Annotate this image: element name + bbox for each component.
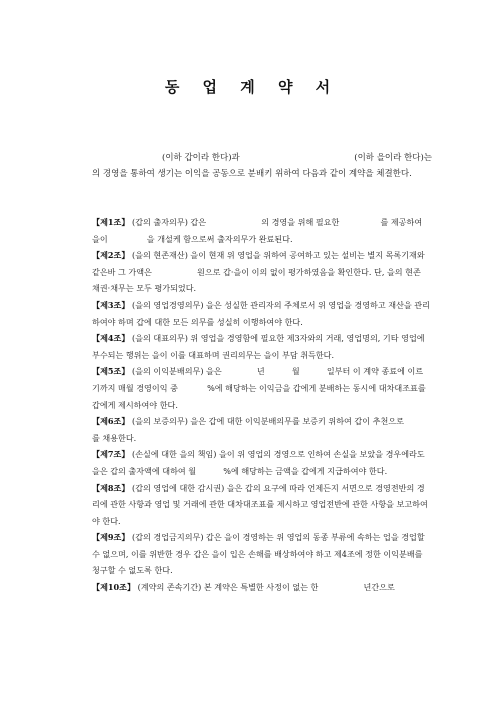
article-6 bbox=[92, 413, 430, 446]
article-text: %에 해당하는 이익금을 갑에게 분배하는 동시에 대차대조표를 갑에게 제시하여야 한다. bbox=[92, 382, 426, 410]
article-number: 【제9조】 bbox=[92, 532, 130, 543]
article-number: 【제7조】 bbox=[92, 449, 130, 460]
article-text: (손실에 대한 을의 책임) 을이 위 영업의 경영으로 인하여 손실을 보았을 경우에라도 을은 갑의 출자액에 대하여 월 bbox=[92, 449, 425, 476]
article-text: (갑의 영업에 대한 감시권) 을은 갑의 요구에 따라 언제든지 서면으로 경영전반의 경리에 관한 사항과 영업 및 거래에 관한 대차대조표를 제시하고 영업전반에 관한 사항을 보고하여야 한다. bbox=[92, 482, 428, 526]
article-text: (을의 현존재산) 을이 현재 위 영업을 위하여 공여하고 있는 설비는 별지 목록기재와 같은바 그 가액은 bbox=[92, 250, 425, 277]
article-8 bbox=[92, 480, 430, 530]
article-number: 【제3조】 bbox=[92, 299, 130, 310]
intro-party-b: (이하 을이라 한다)는 bbox=[354, 153, 432, 163]
article-text: 를 채용한다. bbox=[92, 432, 137, 443]
article-text: 를 제공하여 을이 bbox=[92, 217, 423, 244]
article-number: 【제2조】 bbox=[92, 250, 130, 261]
article-number: 【제10조】 bbox=[92, 582, 136, 593]
intro-purpose: 의 경영을 통하여 생기는 이익을 공동으로 분배키 위하여 다음과 같이 계약을 체결한다. bbox=[92, 169, 412, 179]
article-3 bbox=[92, 297, 430, 330]
article-text: 년 bbox=[256, 366, 265, 377]
article-2 bbox=[92, 247, 430, 297]
article-text: 월 bbox=[291, 366, 300, 377]
article-1 bbox=[92, 214, 430, 247]
article-number: 【제5조】 bbox=[92, 366, 130, 377]
document-title: 동 업 계 약 서 bbox=[164, 78, 340, 96]
article-5 bbox=[92, 363, 430, 413]
article-number: 【제6조】 bbox=[92, 416, 130, 427]
article-7 bbox=[92, 446, 430, 479]
article-4 bbox=[92, 330, 430, 363]
article-number: 【제1조】 bbox=[92, 217, 130, 227]
article-text: (갑의 출자의무) 갑은 bbox=[132, 217, 207, 227]
article-text: 일부터 이 계약 종료에 이르기까지 매월 경영이익 중 bbox=[92, 366, 424, 393]
article-number: 【제8조】 bbox=[92, 482, 130, 493]
article-text: 을 개설케 함으로써 출자의무가 완료된다. bbox=[146, 233, 293, 244]
article-text: (을의 이익분배의무) 을은 bbox=[132, 366, 222, 377]
article-list bbox=[92, 214, 430, 596]
intro-parties-line bbox=[92, 150, 432, 166]
intro-party-a: (이하 갑이라 한다)과 bbox=[162, 153, 240, 163]
article-text: (을의 대표의무) 위 영업을 경영함에 필요한 제3자와의 거래, 영업명의, 기타 영업에 부수되는 행위는 을이 이를 대표하며 권리의무는 을이 부담 취득한다. bbox=[92, 333, 425, 360]
article-text: 년간으로 bbox=[363, 582, 395, 593]
article-text: (을의 영업경영의무) 을은 성실한 관리자의 주체로서 위 영업을 경영하고 재산을 관리하여야 하며 갑에 대한 모든 의무를 성실히 이행하여야 한다. bbox=[92, 299, 430, 327]
article-number: 【제4조】 bbox=[92, 333, 130, 344]
article-text: 원으로 갑·을이 이의 없이 평가하였음을 확인한다. 단, 을의 현존 채권·채무는 모두 평가되었다. bbox=[92, 266, 421, 294]
article-text: (을의 보증의무) 을은 갑에 대한 이익분배의무를 보증키 위하여 갑이 추천으로 bbox=[132, 416, 404, 427]
article-text: (갑의 경업금지의무) 갑은 을이 경영하는 위 영업의 동종 부류에 속하는 업을 경업할 수 없으며, 이를 위반한 경우 갑은 을이 입은 손해를 배상하여야 하고 제4조에 정한 이익분배를 청구할 수 없도록 한다. bbox=[92, 532, 425, 576]
article-10 bbox=[92, 579, 430, 596]
intro-paragraph bbox=[92, 150, 432, 182]
article-text: (계약의 존속기간) 본 계약은 특별한 사정이 없는 한 bbox=[137, 582, 319, 593]
article-text: %에 해당하는 금액을 갑에게 지급하여야 한다. bbox=[223, 465, 388, 476]
article-9 bbox=[92, 529, 430, 579]
article-text: 의 경영을 위해 필요한 bbox=[261, 217, 340, 227]
